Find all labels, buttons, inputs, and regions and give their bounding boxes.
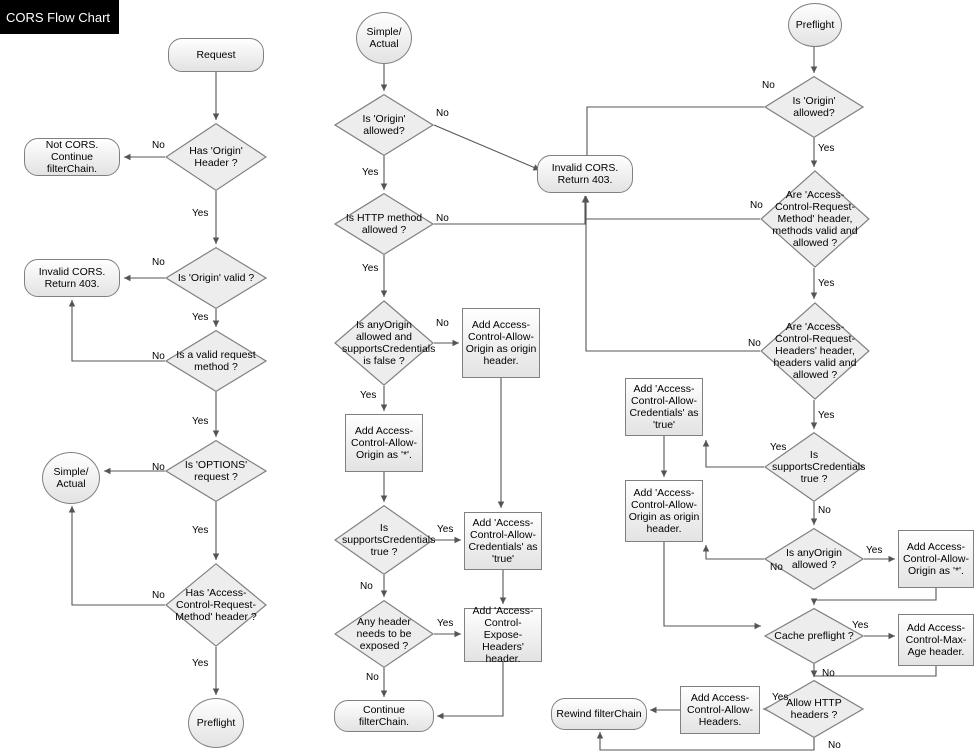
node-label: Is 'Origin' allowed? xyxy=(362,112,406,137)
edge-label: Yes xyxy=(852,620,869,631)
node-n15 xyxy=(334,300,434,386)
node-n21 xyxy=(464,604,542,666)
node-label: Rewind filterChain xyxy=(556,707,642,720)
node-n7 xyxy=(165,440,267,502)
edge-label: Yes xyxy=(192,416,209,427)
node-label: Add 'Access-Control-Allow-Credentials' as 'true' xyxy=(629,382,699,432)
node-label: Simple/ Actual xyxy=(366,25,402,50)
node-label: Continue filterChain. xyxy=(358,703,410,728)
edge-label: Yes xyxy=(818,278,835,289)
node-label: Has 'Access-Control-Request-Method' header ? xyxy=(175,586,257,624)
edge-label: Yes xyxy=(437,524,454,535)
node-n32 xyxy=(764,608,864,664)
page-title: CORS Flow Chart xyxy=(0,0,119,34)
edge-label: No xyxy=(152,462,165,473)
edge-label: No xyxy=(436,108,449,119)
node-n11 xyxy=(356,12,412,64)
edge-label: No xyxy=(152,590,165,601)
node-n28 xyxy=(625,378,703,436)
node-n17 xyxy=(345,414,423,472)
node-n22 xyxy=(334,700,434,732)
node-label: Simple/ Actual xyxy=(53,465,89,490)
edge-label: Yes xyxy=(772,692,789,703)
node-n18 xyxy=(334,505,434,575)
edge-label: Yes xyxy=(192,208,209,219)
node-n36 xyxy=(551,698,647,730)
node-label: Add 'Access-Control-Allow-Credentials' as 'true' xyxy=(468,516,538,566)
edge-label: No xyxy=(152,351,165,362)
node-label: Preflight xyxy=(196,716,236,729)
edge-label: No xyxy=(818,505,831,516)
node-n23 xyxy=(788,3,842,47)
edge-label: No xyxy=(436,213,449,224)
node-label: Is anyOrigin allowed ? xyxy=(785,546,843,571)
node-label: Invalid CORS. Return 403. xyxy=(38,265,106,290)
node-label: Add Access-Control-Allow-Origin as '*'. xyxy=(903,540,969,578)
edge-label: Yes xyxy=(770,442,787,453)
node-n31 xyxy=(898,530,974,588)
node-label: Has 'Origin' Header ? xyxy=(189,144,243,169)
node-label: Is 'Origin' valid ? xyxy=(177,271,255,284)
node-label: Is HTTP method allowed ? xyxy=(345,211,423,236)
edge-label: Yes xyxy=(192,658,209,669)
node-label: Is anyOrigin allowed and supportsCredentials is false ? xyxy=(342,318,436,368)
node-n19 xyxy=(464,512,542,570)
node-label: Is 'OPTIONS' request ? xyxy=(184,458,248,483)
node-n34 xyxy=(764,680,864,738)
edge-label: Yes xyxy=(362,167,379,178)
node-label: Preflight xyxy=(795,18,835,31)
node-n20 xyxy=(334,600,434,668)
node-n1 xyxy=(168,38,264,72)
edge-label: No xyxy=(750,200,763,211)
node-label: Cache preflight ? xyxy=(774,629,854,642)
edge-label: No xyxy=(436,318,449,329)
node-n24 xyxy=(764,76,864,138)
node-label: Add Access-Control-Allow-Origin as '*'. xyxy=(351,424,417,462)
node-label: Any header needs to be exposed ? xyxy=(356,615,412,653)
node-n5 xyxy=(24,259,120,297)
node-n12 xyxy=(334,94,434,156)
edge-label: No xyxy=(152,257,165,268)
node-n9 xyxy=(165,563,267,647)
node-n2 xyxy=(165,123,267,191)
node-label: Request xyxy=(196,48,236,61)
edge-label: No xyxy=(152,140,165,151)
node-n8 xyxy=(42,452,100,504)
node-label: Add 'Access-Control-Allow-Origin as origin header. xyxy=(628,486,700,536)
node-n6 xyxy=(165,330,267,392)
edge-label: No xyxy=(360,581,373,592)
node-label: Add Access-Control-Max-Age header. xyxy=(905,621,967,659)
edge-label: Yes xyxy=(818,410,835,421)
node-n4 xyxy=(165,247,267,309)
node-label: Add 'Access-Control-Expose-Headers' header. xyxy=(472,604,534,666)
edge-label: No xyxy=(762,80,775,91)
node-label: Is supportsCredentials true ? xyxy=(772,448,866,486)
node-n25 xyxy=(760,170,870,268)
edge-label: Yes xyxy=(437,618,454,629)
node-n29 xyxy=(625,480,703,542)
node-label: Not CORS. Continue filterChain. xyxy=(45,138,99,176)
node-n14 xyxy=(334,193,434,255)
node-label: Are 'Access-Control-Request-Method' header, methods valid and allowed ? xyxy=(772,188,858,250)
edge-label: Yes xyxy=(192,525,209,536)
node-n10 xyxy=(188,698,244,748)
node-label: Are 'Access-Control-Request-Headers' header, headers valid and allowed ? xyxy=(773,320,857,382)
node-label: Is supportsCredentials true ? xyxy=(342,521,436,559)
edge-label: Yes xyxy=(192,312,209,323)
node-n35 xyxy=(680,686,760,734)
node-label: Add Access-Control-Allow-Headers. xyxy=(687,691,753,729)
node-n16 xyxy=(462,308,540,378)
edge-label: Yes xyxy=(818,143,835,154)
edge-label: No xyxy=(822,668,835,679)
node-label: Allow HTTP headers ? xyxy=(786,696,842,721)
node-n30 xyxy=(764,528,864,590)
node-label: Is 'Origin' allowed? xyxy=(792,94,836,119)
node-n3 xyxy=(24,138,120,176)
node-label: Invalid CORS. Return 403. xyxy=(551,161,619,186)
edge-label: No xyxy=(770,562,783,573)
edge-label: Yes xyxy=(362,263,379,274)
node-n13 xyxy=(537,155,633,193)
node-n26 xyxy=(760,302,870,400)
edge-label: No xyxy=(748,338,761,349)
node-label: Add Access-Control-Allow-Origin as origin header. xyxy=(465,318,537,368)
edge-label: Yes xyxy=(866,545,883,556)
edge-label: Yes xyxy=(360,390,377,401)
edge-label: No xyxy=(828,740,841,751)
node-n33 xyxy=(898,614,974,666)
edge-label: No xyxy=(366,672,379,683)
node-label: Is a valid request method ? xyxy=(176,348,256,373)
